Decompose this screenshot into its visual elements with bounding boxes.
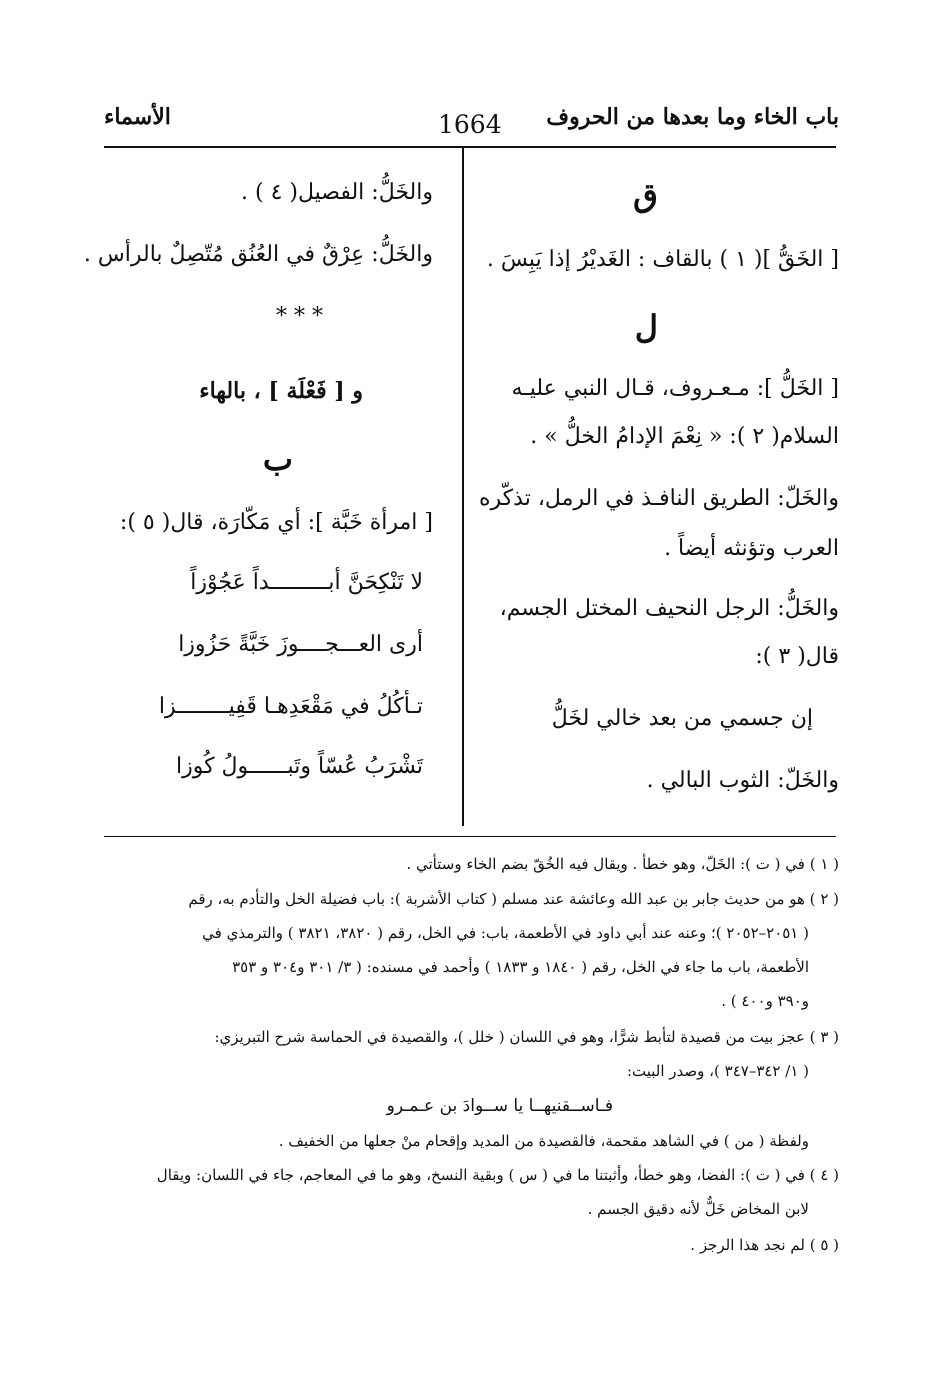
footnote-3-line-3: ولفظة ( من ) في الشاهد مقحمة، فالقصيدة من المديد وإقحام منْ جعلها من الخفيف . [278,1132,809,1150]
page-number: 1664 [438,110,502,139]
entry-khall-1-line-1: [ الخَلُّ ]: مـعـروف، قـال النبي عليـه [511,376,839,401]
footnote-3-line-2: ( ١/ ٣٤٢–٣٤٧ )، وصدر البيت: [626,1062,809,1080]
poem-verse: إن جسمي من بعد خالي لخَلُّ [551,706,813,731]
letter-lam-heading: ل [634,308,658,346]
running-header-section: الأسماء [104,104,171,130]
section-stars: * * * [276,304,323,329]
rajaz-line-3: تـأكُلُ في مَقْعَدِهـا قَفِيــــــــزا [158,694,423,719]
running-header-chapter: باب الخاء وما بعدها من الحروف [546,104,839,130]
entry-khall-4: والخَلّ: الثوب البالي . [646,768,839,793]
footnote-1: ( ١ ) في ( ت ): الخَلّ، وهو خطأ . ويقال فيه الخُقّ بضم الخاء وستأتي . [406,855,839,873]
footnote-3-line-1: ( ٣ ) عجز بيت من قصيدة لتأبط شرًّا، وهو في اللسان ( خلل )، والقصيدة في الحماسة شرح التبريزي: [214,1028,839,1046]
entry-khaqq: [ الخَقُّ ]( ١ ) بالقاف : الغَديْرُ إذا يَبِسَ . [486,247,839,272]
footnote-rule [104,836,836,837]
letter-qaf-heading: ق [633,176,658,214]
header-rule [104,146,836,148]
footnote-3-verse: فـاســقنيهــا يا ســوادَ بن عـمـرو [386,1096,613,1116]
footnote-4-line-2: لابن المخاض خَلٌّ لأنه دقيق الجسم . [587,1200,809,1218]
entry-khall-3-line-1: والخَلُّ: الرجل النحيف المختل الجسم، [499,596,839,621]
footnote-2-line-3: الأطعمة، باب ما جاء في الخل، رقم ( ١٨٤٠ و ١٨٣٣ ) وأحمد في مسنده: ( ٣/ ٣٠١ و٣٠٤ و ٣٥٣ [232,958,809,976]
entry-khall-5: والخَلُّ: الفصيل( ٤ ) . [241,180,433,205]
entry-khall-1-line-2: السلام( ٢ ): « نِعْمَ الإدامُ الخلُّ » . [530,424,839,449]
section-heading-falah: و [ فَعْلَة ] ، بالهاء [199,378,363,404]
entry-khall-2-line-2: العرب وتؤنثه أيضاً . [664,536,839,561]
entry-khall-2-line-1: والخَلّ: الطريق النافـذ في الرمل، تذكّره [479,486,839,511]
footnote-2-line-4: و٣٩٠ و٤٠٠ ) . [721,992,809,1010]
rajaz-line-4: تَشْرَبُ عُسّاً وتَبــــــولُ كُوزا [175,754,423,779]
footnote-4-line-1: ( ٤ ) في ( ت ): الفضا، وهو خطأ، وأثبتنا ما في ( س ) وبقية النسخ، وهو ما في المعاجم، جاء في اللسان: ويقال [156,1166,839,1184]
footnote-5: ( ٥ ) لم نجد هذا الرجز . [690,1236,839,1254]
rajaz-line-2: أرى العـــجــــوزَ خَبَّةً حَزُوزا [178,632,423,657]
letter-ba-heading: ب [262,440,293,478]
rajaz-line-1: لا تَنْكِحَنَّ أبـــــــــداً عَجُوْزاً [190,570,423,595]
footnote-2-line-2: ( ٢٠٥١–٢٠٥٢ )؛ وعنه عند أبي داود في الأطعمة، باب: في الخل، رقم ( ٣٨٢٠، ٣٨٢١ ) والترمذي في [202,924,809,942]
footnote-2-line-1: ( ٢ ) هو من حديث جابر بن عبد الله وعائشة عند مسلم ( كتاب الأشربة ): باب فضيلة الخل والتأدم به، رقم [188,890,839,908]
entry-khall-6: والخَلُّ: عِرْقٌ في العُنُق مُتّصِلٌ بالرأس . [83,242,433,267]
column-divider [462,148,464,826]
entry-khabba: [ امرأة خَبَّة ]: أي مَكّارَة، قال( ٥ ): [119,510,433,535]
entry-khall-3-line-2: قال( ٣ ): [755,644,839,669]
